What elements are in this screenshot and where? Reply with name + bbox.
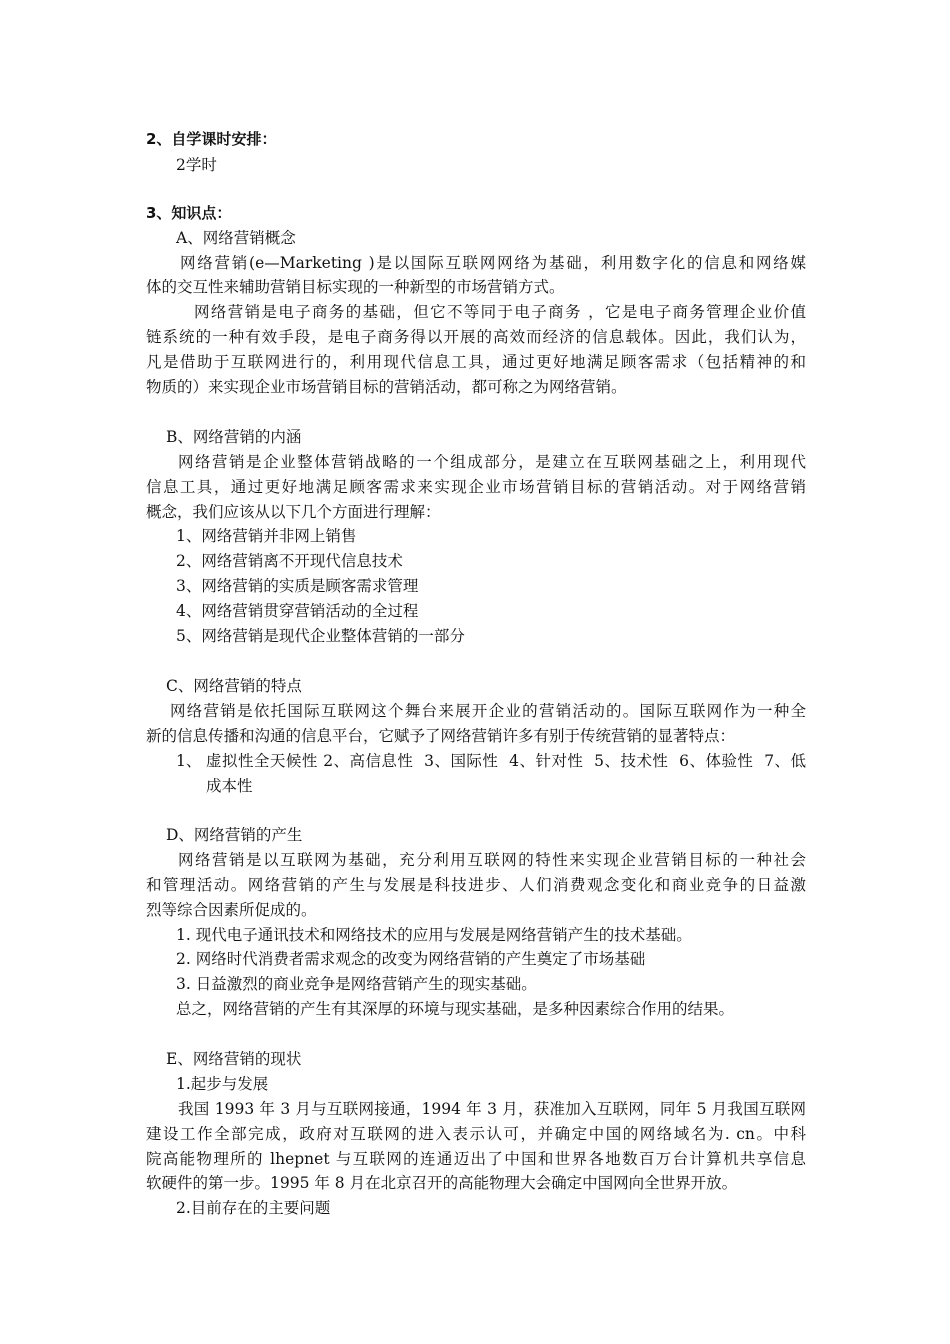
subsection-title: A、网络营销概念 [176, 229, 296, 247]
paragraph-line: 网络营销是电子商务的基础，但它不等同于电子商务 ，它是电子商务管理企业价值 [194, 303, 806, 321]
paragraph-line: 网络营销是依托国际互联网这个舞台来展开企业的营销活动的。国际互联网作为一种全 [170, 702, 806, 720]
subsection-title: D、网络营销的产生 [166, 826, 303, 844]
paragraph-line: 体的交互性来辅助营销目标实现的一种新型的市场营销方式。 [146, 278, 565, 296]
list-item: 1. 现代电子通讯技术和网络技术的应用与发展是网络营销产生的技术基础。 [176, 926, 692, 944]
paragraph-line: 网络营销是企业整体营销战略的一个组成部分，是建立在互联网基础之上，利用现代 [178, 453, 806, 471]
paragraph-line: 烈等综合因素所促成的。 [146, 901, 317, 919]
list-item: 2、网络营销离不开现代信息技术 [176, 552, 403, 570]
paragraph-line: 物质的）来实现企业市场营销目标的营销活动，都可称之为网络营销。 [146, 378, 627, 396]
list-item: 3、网络营销的实质是顾客需求管理 [176, 577, 419, 595]
paragraph-line: 信息工具，通过更好地满足顾客需求来实现企业市场营销目标的营销活动。对于网络营销 [146, 478, 806, 496]
list-number: 1、 [176, 752, 202, 770]
paragraph-line: 新的信息传播和沟通的信息平台，它赋予了网络营销许多有别于传统营销的显著特点： [146, 727, 736, 745]
list-item: 虚拟性全天候性 2、高信息性 3、国际性 4、针对性 5、技术性 6、体验性 7、低 [206, 752, 806, 770]
conclusion-line: 总之，网络营销的产生有其深厚的环境与现实基础，是多种因素综合作用的结果。 [176, 1000, 735, 1018]
subheading: 1.起步与发展 [176, 1075, 269, 1093]
paragraph-line: 网络营销是以互联网为基础，充分利用互联网的特性来实现企业营销目标的一种社会 [178, 851, 806, 869]
list-item: 1、网络营销并非网上销售 [176, 527, 357, 545]
study-hours: 2学时 [176, 156, 217, 174]
paragraph-line: 凡是借助于互联网进行的，利用现代信息工具，通过更好地满足顾客需求（包括精神的和 [146, 353, 806, 371]
list-item: 4、网络营销贯穿营销活动的全过程 [176, 602, 419, 620]
list-item: 5、网络营销是现代企业整体营销的一部分 [176, 627, 465, 645]
paragraph-line: 软硬件的第一步。1995 年 8 月在北京召开的高能物理大会确定中国网向全世界开放。 [146, 1174, 738, 1192]
subsection-title: B、网络营销的内涵 [166, 428, 302, 446]
subsection-title: C、网络营销的特点 [166, 677, 302, 695]
list-item: 成本性 [206, 777, 253, 795]
section-heading: 2、自学课时安排： [146, 130, 277, 148]
paragraph-line: 建设工作全部完成，政府对互联网的进入表示认可，并确定中国的网络域名为. cn。中科 [146, 1125, 806, 1143]
paragraph-line: 链系统的一种有效手段，是电子商务得以开展的高效而经济的信息载体。因此，我们认为， [146, 328, 806, 346]
paragraph-line: 概念，我们应该从以下几个方面进行理解： [146, 503, 441, 521]
section-heading: 3、知识点： [146, 204, 232, 222]
list-item: 2. 网络时代消费者需求观念的改变为网络营销的产生奠定了市场基础 [176, 950, 646, 968]
paragraph-line: 网络营销(e—Marketing )是以国际互联网网络为基础，利用数字化的信息和网络媒 [180, 254, 806, 272]
subsection-title: E、网络营销的现状 [166, 1050, 302, 1068]
paragraph-line: 院高能物理所的 lhepnet 与互联网的连通迈出了中国和世界各地数百万台计算机共享信息 [146, 1150, 806, 1168]
subheading: 2.目前存在的主要问题 [176, 1199, 331, 1217]
paragraph-line: 和管理活动。网络营销的产生与发展是科技进步、人们消费观念变化和商业竞争的日益激 [146, 876, 806, 894]
paragraph-line: 我国 1993 年 3 月与互联网接通，1994 年 3 月，获准加入互联网，同年 5 月我国互联网 [178, 1100, 806, 1118]
list-item: 3. 日益激烈的商业竞争是网络营销产生的现实基础。 [176, 975, 537, 993]
